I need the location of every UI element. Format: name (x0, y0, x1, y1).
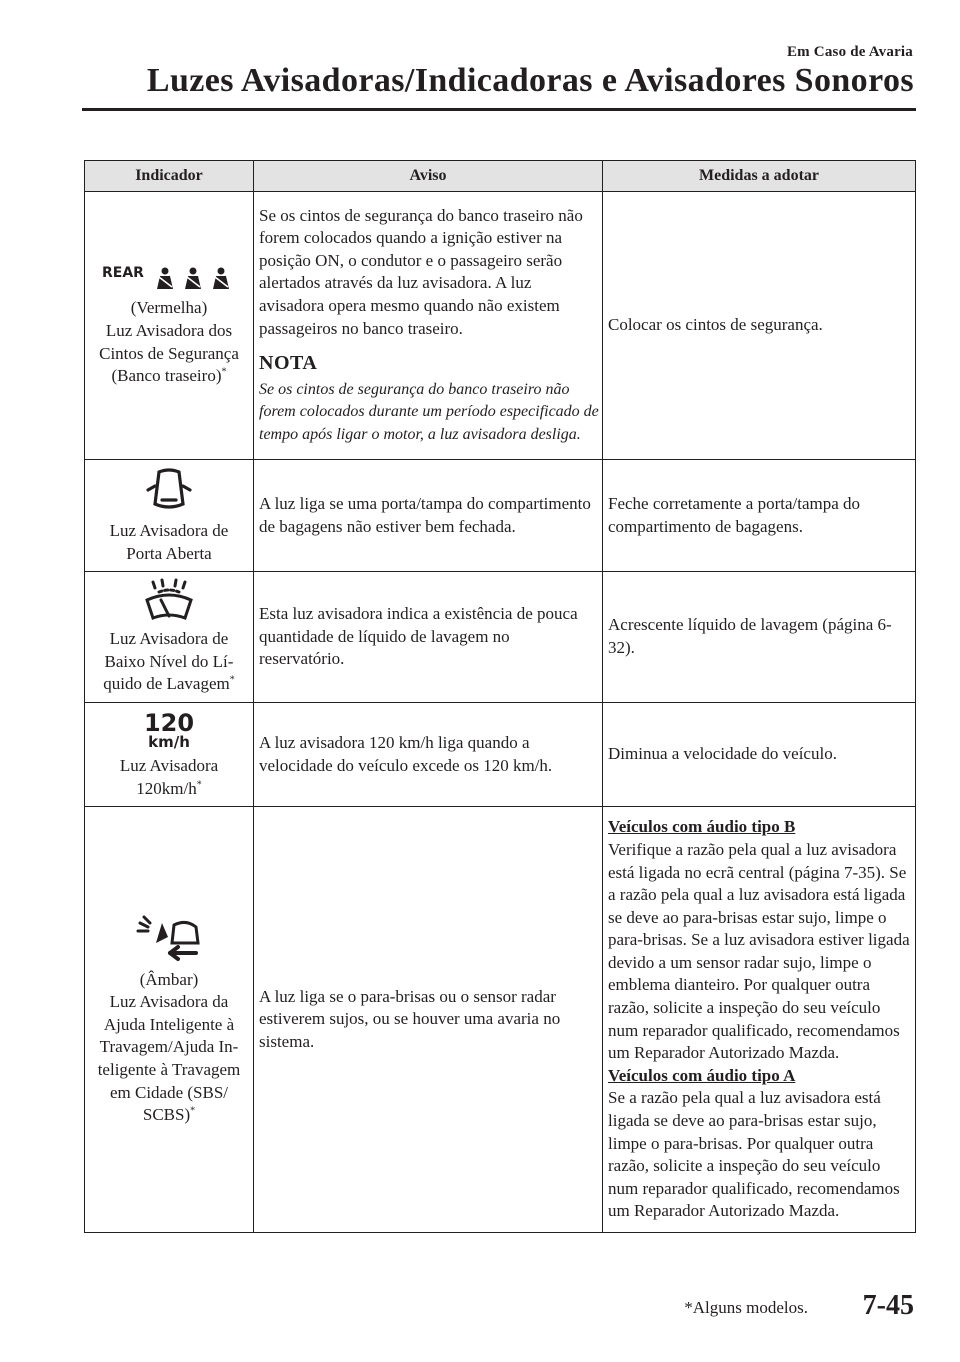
table-row (85, 572, 916, 703)
table-row (85, 702, 916, 806)
warning-cell: A luz liga se uma porta/tampa do compartimento de bagagens não estiver bem fechada. (254, 460, 603, 572)
column-header-action: Medidas a adotar (603, 161, 916, 192)
indicator-cell (85, 702, 254, 806)
table-header-row (85, 161, 916, 192)
audio-type-b-heading: Veículos com áudio tipo B (608, 817, 796, 837)
smart-brake-support-icon (134, 913, 204, 963)
action-cell (603, 807, 916, 1233)
table-row (85, 192, 916, 460)
section-label: Em Caso de Avaria (786, 44, 913, 60)
warning-cell: A luz liga se o para-brisas ou o sensor radar estiverem sujos, ou se houver uma avaria no sistema. (254, 807, 603, 1233)
speed-120-icon (141, 709, 197, 749)
table-row (85, 460, 916, 572)
washer-fluid-icon (141, 578, 197, 622)
action-cell: Diminua a velocidade do veículo. (603, 702, 916, 806)
page-number: 7-45 (862, 1290, 914, 1321)
speed-unit-label: km/h (148, 732, 190, 749)
note-text: Se os cintos de segurança do banco traseiro não forem colocados durante um período especificado de tempo após ligar o motor, a luz avisadora desliga. (259, 380, 599, 443)
indicator-cell (85, 572, 254, 703)
column-header-warning: Aviso (254, 161, 603, 192)
rear-seatbelt-icon (100, 263, 238, 291)
speed-value-label: 120 (143, 708, 195, 737)
header-rule (82, 108, 916, 111)
table-row (85, 807, 916, 1233)
indicator-name: Luz Avisadora 120km/h* (119, 755, 219, 798)
page-header (0, 0, 960, 120)
indicator-name: (Âmbar) Luz Avisadora da Ajuda Inteligente à Travagem/Ajuda In- teligente à Travagem em Cidade (SBS/ SCBS)* (97, 969, 241, 1125)
note-title: NOTA (259, 352, 318, 375)
indicator-name: (Vermelha) Luz Avisadora dos Cintos de Segurança (Banco traseiro)* (99, 298, 239, 386)
indicator-cell (85, 807, 254, 1233)
warning-cell: Esta luz avisadora indica a existência de pouca quantidade de líquido de lavagem no reservatório. (254, 572, 603, 703)
action-cell: Feche corretamente a porta/tampa do compartimento de bagagens. (603, 460, 916, 572)
audio-type-a-heading: Veículos com áudio tipo A (608, 1065, 796, 1085)
audio-type-b-text: Verifique a razão pela qual a luz avisadora está ligada no ecrã central (página 7-35). Se a razão pela qual a luz avisadora está ligada se deve ao para-brisas estar sujo, limpe o para-brisas. Se a luz avisadora estiver ligada devido a um sensor radar sujo, limpe o emblema dianteiro. Por qualquer outra razão, solicite a inspeção do seu veículo num reparador qualificado, recomendamos um Reparador Autorizado Mazda. (608, 839, 910, 1063)
indicator-name: Luz Avisadora de Baixo Nível do Lí- quido de Lavagem* (103, 629, 235, 694)
warning-text: Se os cintos de segurança do banco traseiro não forem colocados quando a ignição estiver na posição ON, o condutor e o passageiro serão alertados através da luz avisadora. A luz avisadora opera mesmo quando não existem passageiros no banco traseiro. (259, 205, 583, 338)
action-cell: Colocar os cintos de segurança. (603, 192, 916, 460)
door-open-icon (145, 466, 193, 514)
footnote: *Alguns modelos. (684, 1298, 808, 1317)
audio-type-a-text: Se a razão pela qual a luz avisadora está ligada se deve ao para-brisas estar sujo, limpe o para-brisas. Por qualquer outra razão, solicite a inspeção do seu veículo num reparador qualificado, recomendamos um Reparador Autorizado Mazda. (608, 1088, 900, 1221)
warning-cell: A luz avisadora 120 km/h liga quando a velocidade do veículo excede os 120 km/h. (254, 702, 603, 806)
indicator-name: Luz Avisadora de Porta Aberta (109, 521, 229, 563)
chapter-title: Luzes Avisadoras/Indicadoras e Avisadores Sonoros (146, 62, 914, 99)
action-cell: Acrescente líquido de lavagem (página 6-32). (603, 572, 916, 703)
indicator-cell (85, 192, 254, 460)
column-header-indicator: Indicador (85, 161, 254, 192)
warning-cell (254, 192, 603, 460)
indicator-cell (85, 460, 254, 572)
rear-label: REAR (102, 265, 144, 282)
warning-lights-table (84, 160, 916, 1233)
